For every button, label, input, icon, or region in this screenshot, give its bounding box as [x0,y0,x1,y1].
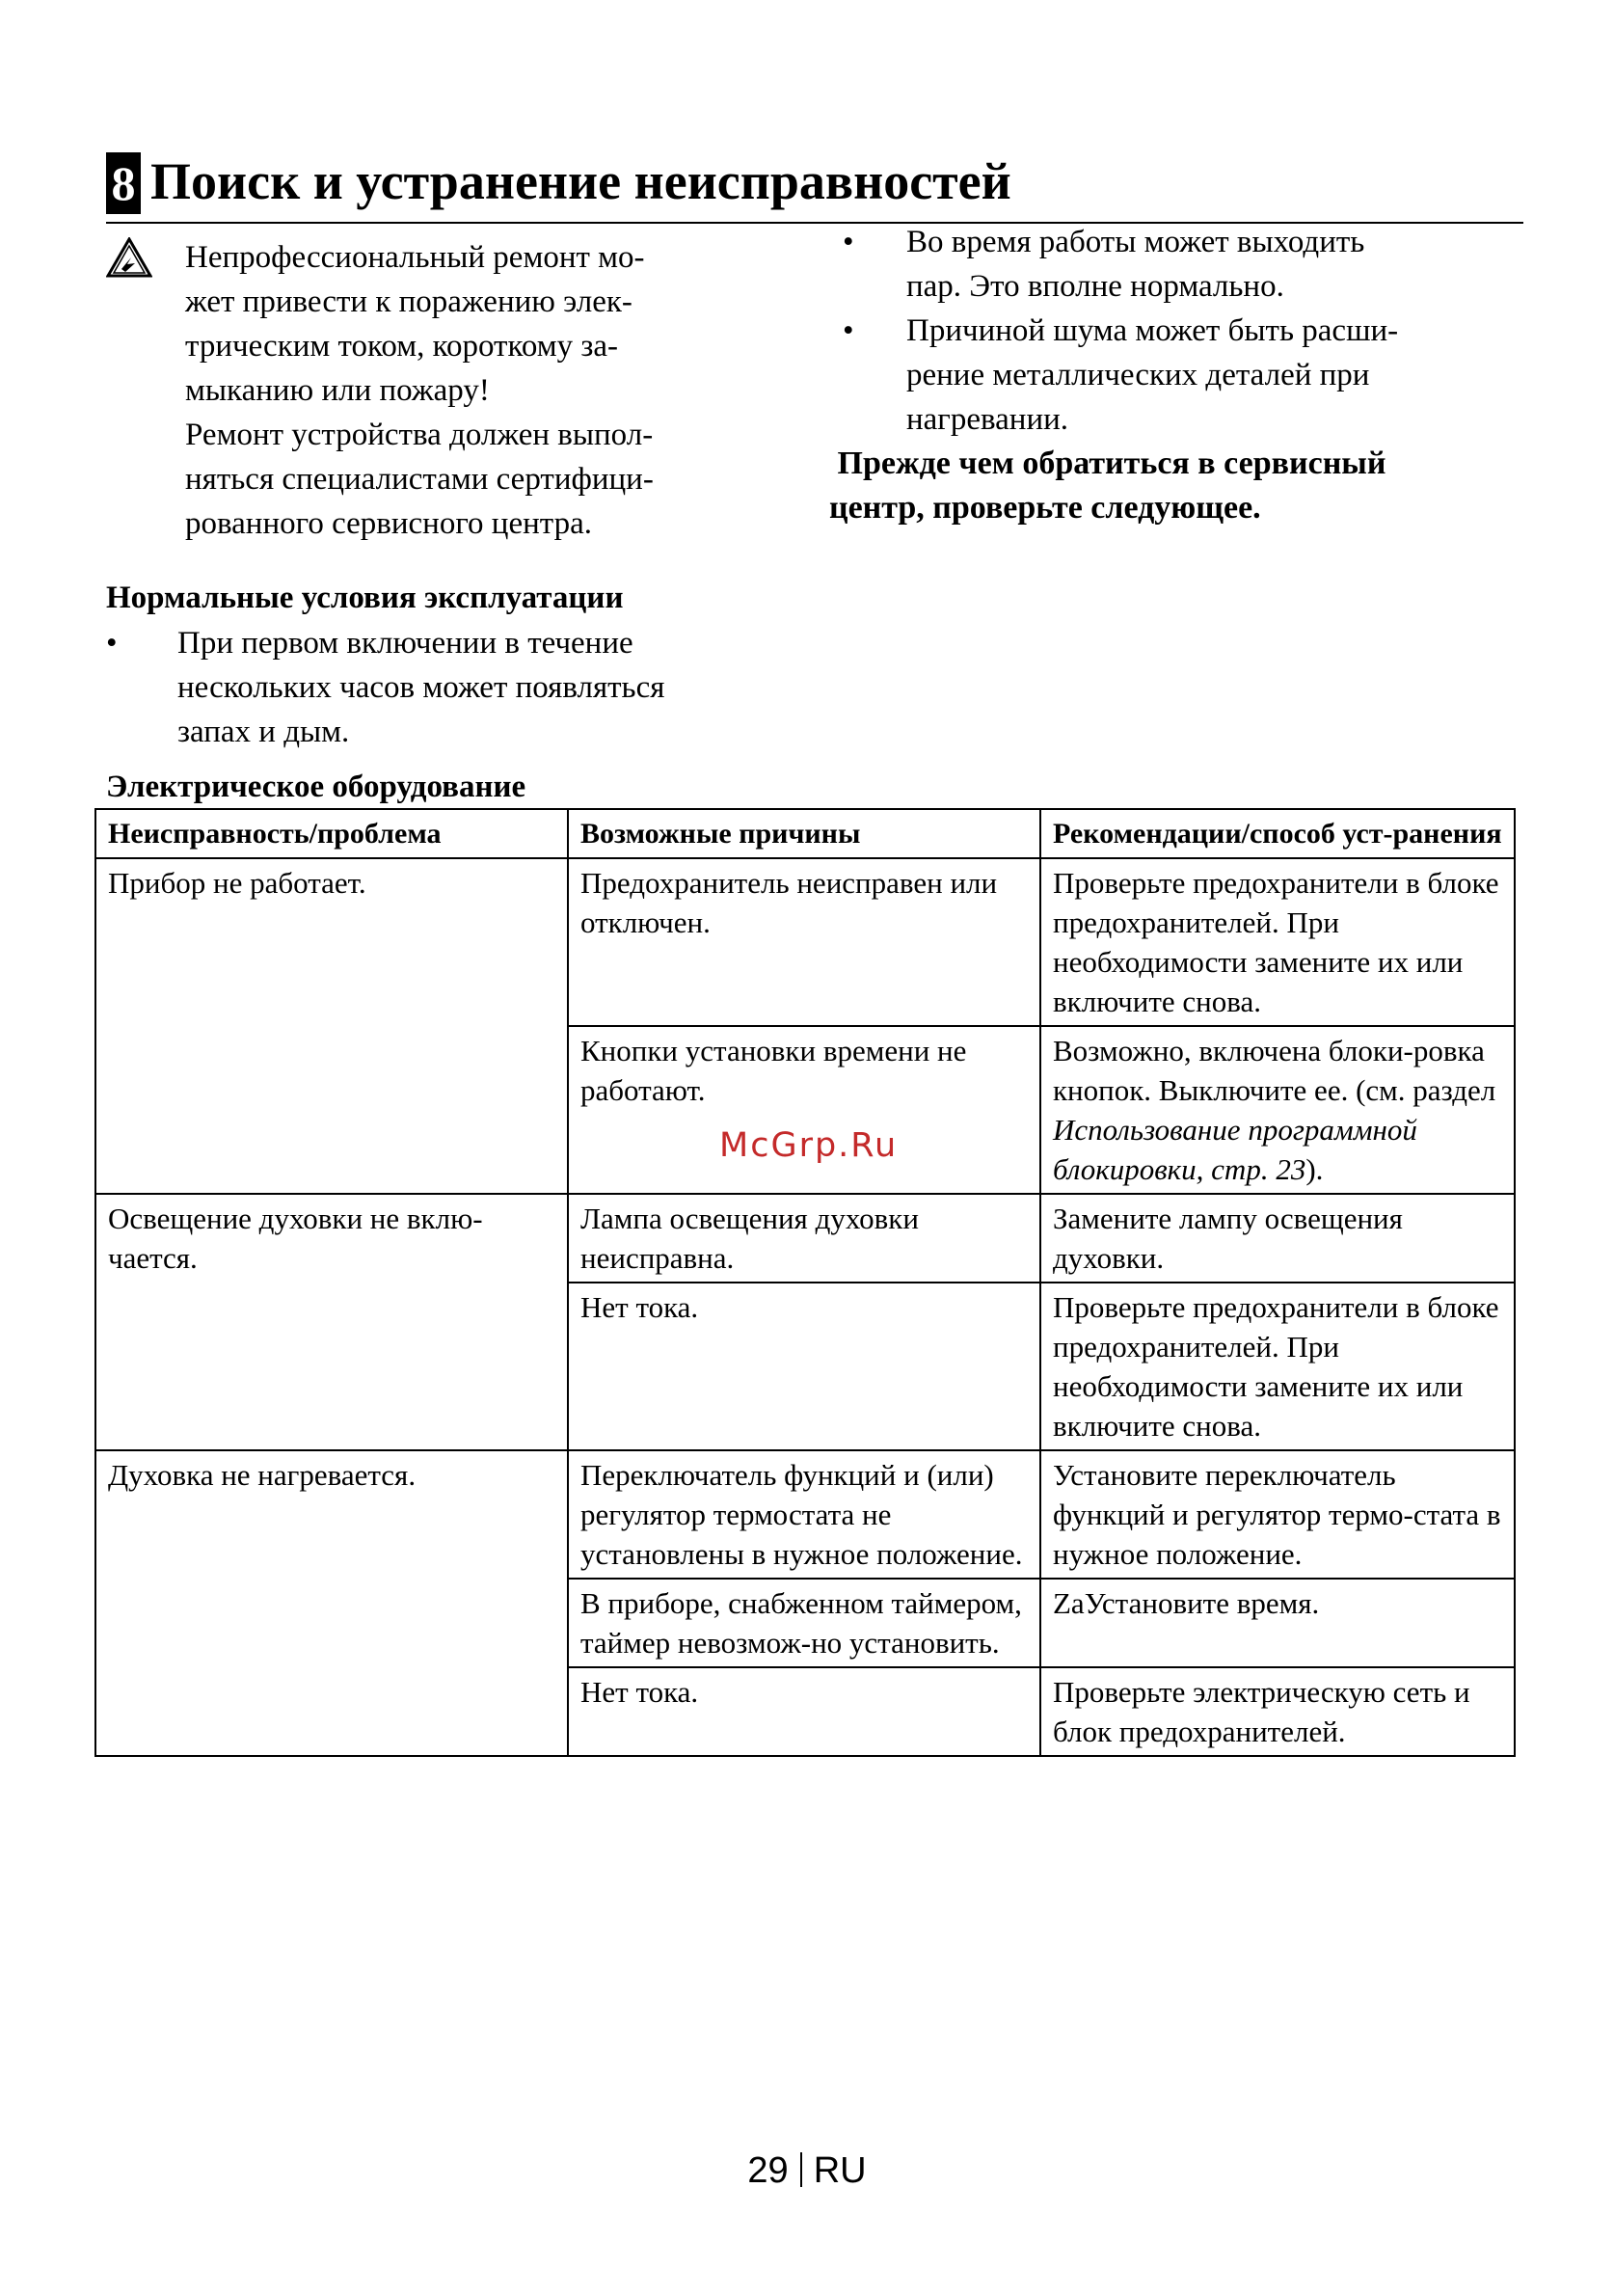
warning-text [185,235,764,546]
page-footer [0,2148,1614,2193]
chapter-number: 8 [106,152,141,214]
chapter-heading [106,145,1523,224]
bullet-line: рение металлических деталей при [906,358,1370,392]
remedy-cell: Проверьте предохранители в блоке предохранителей. При необходимости замените их или включите снова. [1040,858,1515,1026]
bullet-line: пар. Это вполне нормально. [906,269,1284,304]
bullet-line: нескольких часов может появляться [177,670,665,705]
right-column [829,220,1523,530]
remedy-cell: Проверьте предохранители в блоке предохранителей. При необходимости замените их или включите снова. [1040,1283,1515,1450]
bullet-item [106,621,800,754]
remedy-reference: Использование программной блокировки, стр. 23 [1053,1113,1417,1186]
check-note-line: центр, проверьте следующее. [829,490,1261,526]
cause-cell: Нет тока. [568,1667,1040,1756]
column-header-causes: Возможные причины [568,809,1040,858]
cause-cell: Предохранитель неисправен или отключен. [568,858,1040,1026]
bullet-line: При первом включении в течение [177,626,633,661]
warning-line: мыканию или пожару! [185,373,490,408]
remedy-cell: ZaУстановите время. [1040,1579,1515,1667]
cause-cell: Переключатель функций и (или) регулятор термостата не установлены в нужное положение. [568,1450,1040,1579]
warning-line: трическим током, короткому за- [185,329,618,364]
warning-line: жет привести к поражению элек- [185,284,632,319]
normal-operation-title: Нормальные условия эксплуатации [106,581,624,615]
remedy-cell: Установите переключатель функций и регулятор термо-стата в нужное положение. [1040,1450,1515,1579]
remedy-text: ). [1305,1152,1324,1186]
problem-cell: Освещение духовки не вклю-чается. [95,1194,568,1450]
table-row [95,1194,1515,1283]
warning-line: няться специалистами сертифици- [185,462,654,497]
bullet-line: запах и дым. [177,715,350,749]
chapter-title: Поиск и устранение неисправностей [150,152,1011,210]
cause-cell: Кнопки установки времени не работают. [568,1026,1040,1194]
warning-line: Непрофессиональный ремонт мо- [185,240,645,275]
check-note-line: Прежде чем обратиться в сервисный [829,446,1386,481]
cause-cell: Нет тока. [568,1283,1040,1450]
service-check-note [829,442,1523,530]
warning-triangle-icon [106,237,152,278]
column-header-remedy: Рекомендации/способ уст-ранения [1040,809,1515,858]
bullet-dot: • [843,225,854,259]
bullet-item [829,309,1523,442]
table-row [95,1450,1515,1579]
remedy-cell: Замените лампу освещения духовки. [1040,1194,1515,1283]
problem-cell: Духовка не нагревается. [95,1450,568,1756]
bullet-line: Во время работы может выходить [906,225,1365,259]
problem-cell: Прибор не работает. [95,858,568,1194]
column-header-problem: Неисправность/проблема [95,809,568,858]
normal-operation-list [106,621,800,754]
cause-cell: В приборе, снабженном таймером, таймер невозмож-но установить. [568,1579,1040,1667]
bullet-dot: • [106,626,118,661]
warning-line: Ремонт устройства должен выпол- [185,418,654,452]
cause-cell: Лампа освещения духовки неисправна. [568,1194,1040,1283]
page-number: 29 [747,2150,789,2191]
bullet-dot: • [843,313,854,348]
watermark: McGrp.Ru [719,1126,899,1165]
electrical-title: Электрическое оборудование [106,770,526,804]
remedy-cell: Проверьте электрическую сеть и блок предохранителей. [1040,1667,1515,1756]
remedy-text: Возможно, включена блоки-ровка кнопок. Выключите ее. (см. раздел [1053,1034,1496,1107]
table-header-row [95,809,1515,858]
language-code: RU [813,2150,867,2191]
footer-separator [800,2152,802,2187]
warning-line: рованного сервисного центра. [185,506,592,541]
bullet-line: Причиной шума может быть расши- [906,313,1399,348]
remedy-cell [1040,1026,1515,1194]
troubleshooting-table [94,808,1516,1757]
bullet-line: нагревании. [906,402,1069,437]
bullet-item [829,220,1523,309]
table-row [95,858,1515,1026]
